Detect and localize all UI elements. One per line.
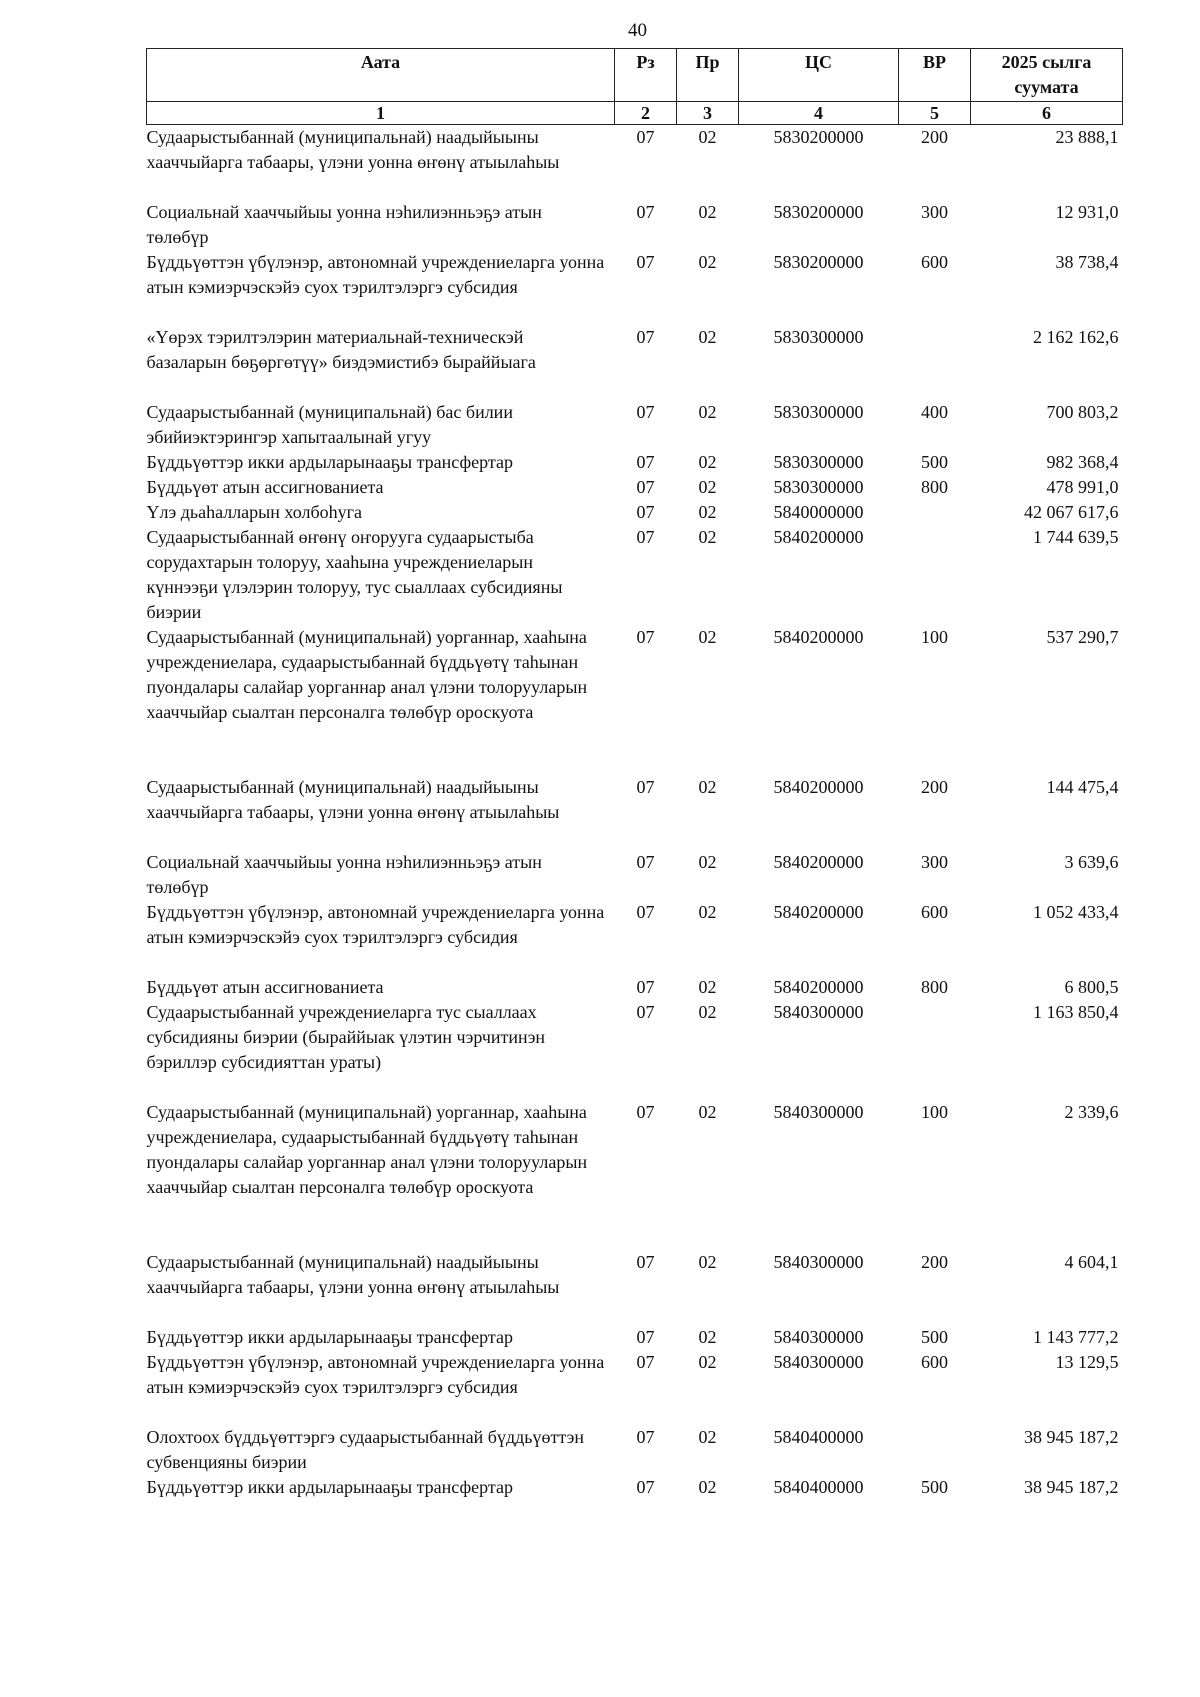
table-row: [147, 325, 1123, 400]
header-cs: ЦС: [739, 49, 899, 102]
table-row: [147, 125, 1123, 200]
row-rz: 07: [636, 776, 655, 797]
row-cs: 5840000000: [773, 501, 864, 522]
row-pr: 02: [698, 851, 717, 872]
header-row: [147, 49, 1123, 102]
table-row: [147, 525, 1123, 625]
row-rz: 07: [636, 401, 655, 422]
row-pr: 02: [698, 201, 717, 222]
row-amount: 3 639,6: [1064, 851, 1119, 872]
row-pr: 02: [698, 326, 717, 347]
row-pr: 02: [698, 1426, 717, 1447]
table-row: [147, 400, 1123, 450]
row-cs: 5840300000: [773, 1251, 864, 1272]
row-pr: 02: [698, 626, 717, 647]
budget-table: [146, 48, 1123, 1500]
table-row: [147, 1250, 1123, 1325]
column-number: 5: [899, 102, 971, 125]
row-pr: 02: [698, 251, 717, 272]
row-rz: 07: [636, 626, 655, 647]
table-row: [147, 1100, 1123, 1250]
table-row: [147, 850, 1123, 900]
row-vr: 600: [921, 901, 948, 922]
row-vr: 300: [921, 851, 948, 872]
row-amount: 2 162 162,6: [1033, 326, 1119, 347]
row-rz: 07: [636, 251, 655, 272]
row-name: Социальнай хааччыйыы уонна нэһилиэнньэҕэ атын төлөбүр: [146, 851, 542, 897]
row-name: Үлэ дьаһалларын холбоһуга: [146, 501, 362, 522]
row-vr: 600: [921, 1351, 948, 1372]
row-name: Бүддьүөттэн үбүлэнэр, автономнай учреждениеларга уонна атын кэмиэрчэскэйэ суох тэрилтэлэргэ субсидия: [146, 1351, 605, 1397]
row-cs: 5830300000: [773, 476, 864, 497]
row-pr: 02: [698, 1351, 717, 1372]
row-cs: 5840400000: [773, 1426, 864, 1447]
header-name: Аата: [147, 49, 615, 102]
row-rz: 07: [636, 1326, 655, 1347]
row-vr: 100: [921, 626, 948, 647]
row-rz: 07: [636, 1351, 655, 1372]
row-rz: 07: [636, 451, 655, 472]
table-row: [147, 1325, 1123, 1350]
column-number: 4: [739, 102, 899, 125]
row-rz: 07: [636, 1476, 655, 1497]
row-amount: 537 290,7: [1046, 626, 1119, 647]
row-name: Судаарыстыбаннай өҥөнү оҥорууга судаарыстыба сорудахтарын толоруу, хааһына учреждениеларын күннээҕи үлэлэрин толоруу, тус сыаллаах субсидияны биэрии: [146, 526, 563, 622]
row-vr: 500: [921, 1326, 948, 1347]
row-vr: 200: [921, 1251, 948, 1272]
header-rz: Рз: [615, 49, 677, 102]
row-name: Бүддьүөттэр икки ардыларынааҕы трансфертар: [146, 451, 513, 472]
row-name: Судаарыстыбаннай (муниципальнай) наадыйыыны хааччыйарга табаары, үлэни уонна өҥөнү атыылаһыы: [146, 776, 560, 822]
row-pr: 02: [698, 1101, 717, 1122]
row-cs: 5840200000: [773, 626, 864, 647]
row-rz: 07: [636, 201, 655, 222]
row-amount: 2 339,6: [1064, 1101, 1119, 1122]
row-vr: 300: [921, 201, 948, 222]
row-cs: 5830200000: [773, 251, 864, 272]
header-pr: Пр: [677, 49, 739, 102]
row-vr: 200: [921, 127, 948, 147]
row-name: Бүддьүөт атын ассигнованиета: [146, 976, 384, 997]
row-rz: 07: [636, 1251, 655, 1272]
row-vr: [899, 325, 971, 400]
row-vr: [899, 500, 971, 525]
row-rz: 07: [636, 476, 655, 497]
row-amount: 38 945 187,2: [1024, 1426, 1119, 1447]
row-rz: 07: [636, 526, 655, 547]
column-number: 6: [971, 102, 1123, 125]
row-vr: 200: [921, 776, 948, 797]
row-pr: 02: [698, 776, 717, 797]
table-row: [147, 450, 1123, 475]
table-row: [147, 1350, 1123, 1425]
row-rz: 07: [636, 501, 655, 522]
row-rz: 07: [636, 901, 655, 922]
row-cs: 5840400000: [773, 1476, 864, 1497]
row-pr: 02: [698, 1476, 717, 1497]
table-row: [147, 1425, 1123, 1475]
row-vr: 600: [921, 251, 948, 272]
row-amount: 42 067 617,6: [1024, 501, 1119, 522]
table-row: [147, 250, 1123, 325]
row-pr: 02: [698, 1326, 717, 1347]
table-row: [147, 200, 1123, 250]
row-cs: 5840200000: [773, 851, 864, 872]
row-name: Судаарыстыбаннай (муниципальнай) наадыйыыны хааччыйарга табаары, үлэни уонна өҥөнү атыылаһыы: [146, 1251, 560, 1297]
table-row: [147, 475, 1123, 500]
column-number: 3: [677, 102, 739, 125]
row-vr: [899, 1425, 971, 1475]
row-name: Бүддьүөттэн үбүлэнэр, автономнай учреждениеларга уонна атын кэмиэрчэскэйэ суох тэрилтэлэргэ субсидия: [146, 251, 605, 297]
row-pr: 02: [698, 526, 717, 547]
row-pr: 02: [698, 1001, 717, 1022]
row-rz: 07: [636, 1001, 655, 1022]
row-vr: 500: [921, 1476, 948, 1497]
row-vr: 800: [921, 476, 948, 497]
row-vr: 500: [921, 451, 948, 472]
row-cs: 5840200000: [773, 976, 864, 997]
row-cs: 5830300000: [773, 326, 864, 347]
row-cs: 5830300000: [773, 401, 864, 422]
row-name: Бүддьүөттэн үбүлэнэр, автономнай учреждениеларга уонна атын кэмиэрчэскэйэ суох тэрилтэлэргэ субсидия: [146, 901, 605, 947]
row-cs: 5840200000: [773, 776, 864, 797]
row-amount: 38 945 187,2: [1024, 1476, 1119, 1497]
row-name: Судаарыстыбаннай (муниципальнай) уорганнар, хааһына учреждениелара, судаарыстыбаннай бүддьүөтү таһынан пуондалары салайар уорганнар анал үлэни толорууларын хааччыйар сыалтан персоналга төлөбүр ороскуота: [146, 1101, 588, 1197]
row-cs: 5840300000: [773, 1001, 864, 1022]
row-name: «Үөрэх тэрилтэлэрин материальнай-техническэй базаларын бөҕөргөтүү» биэдэмистибэ быраййыага: [146, 326, 536, 372]
row-cs: 5840300000: [773, 1326, 864, 1347]
row-name: Бүддьүөт атын ассигнованиета: [146, 476, 384, 497]
table-row: [147, 975, 1123, 1000]
row-vr: 800: [921, 976, 948, 997]
row-amount: 23 888,1: [1055, 127, 1119, 147]
row-name: Судаарыстыбаннай учреждениеларга тус сыаллаах субсидияны биэрии (быраййыак үлэтин чэрчитинэн бэриллэр субсидияттан ураты): [146, 1001, 546, 1072]
row-amount: 144 475,4: [1046, 776, 1119, 797]
page-number: 40: [628, 20, 647, 41]
row-amount: 982 368,4: [1046, 451, 1119, 472]
row-amount: 12 931,0: [1055, 201, 1119, 222]
row-vr: [899, 525, 971, 625]
row-pr: 02: [698, 1251, 717, 1272]
row-rz: 07: [636, 976, 655, 997]
table-row: [147, 1475, 1123, 1500]
row-amount: 13 129,5: [1055, 1351, 1119, 1372]
table-row: [147, 1000, 1123, 1100]
row-vr: 100: [921, 1101, 948, 1122]
row-pr: 02: [698, 976, 717, 997]
row-name: Бүддьүөттэр икки ардыларынааҕы трансфертар: [146, 1476, 513, 1497]
row-amount: 1 744 639,5: [1033, 526, 1119, 547]
row-amount: 700 803,2: [1046, 401, 1119, 422]
row-cs: 5830200000: [773, 127, 864, 147]
header-vr: ВР: [899, 49, 971, 102]
row-cs: 5830300000: [773, 451, 864, 472]
row-vr: [899, 1000, 971, 1100]
row-name: Социальнай хааччыйыы уонна нэһилиэнньэҕэ атын төлөбүр: [146, 201, 542, 247]
row-cs: 5840200000: [773, 526, 864, 547]
table-row: [147, 900, 1123, 975]
row-amount: 4 604,1: [1064, 1251, 1119, 1272]
column-number: 1: [147, 102, 615, 125]
row-pr: 02: [698, 901, 717, 922]
row-rz: 07: [636, 127, 655, 147]
row-rz: 07: [636, 1101, 655, 1122]
row-amount: 1 163 850,4: [1033, 1001, 1119, 1022]
column-number-row: [147, 102, 1123, 125]
row-cs: 5840300000: [773, 1351, 864, 1372]
row-cs: 5830200000: [773, 201, 864, 222]
row-name: Бүддьүөттэр икки ардыларынааҕы трансфертар: [146, 1326, 513, 1347]
table-row: [147, 625, 1123, 775]
row-rz: 07: [636, 326, 655, 347]
row-amount: 6 800,5: [1064, 976, 1119, 997]
table-body: [147, 125, 1123, 1500]
row-pr: 02: [698, 476, 717, 497]
row-name: Олохтоох бүддьүөттэргэ судаарыстыбаннай бүддьүөттэн субвенцияны биэрии: [146, 1426, 585, 1472]
table-row: [147, 775, 1123, 850]
row-pr: 02: [698, 127, 717, 147]
header-amount: 2025 сылга суумата: [971, 49, 1123, 102]
row-rz: 07: [636, 1426, 655, 1447]
row-cs: 5840300000: [773, 1101, 864, 1122]
row-pr: 02: [698, 401, 717, 422]
row-amount: 1 052 433,4: [1033, 901, 1119, 922]
table-row: [147, 500, 1123, 525]
column-number: 2: [615, 102, 677, 125]
row-rz: 07: [636, 851, 655, 872]
row-name: Судаарыстыбаннай (муниципальнай) уорганнар, хааһына учреждениелара, судаарыстыбаннай бүддьүөтү таһынан пуондалары салайар уорганнар анал үлэни толорууларын хааччыйар сыалтан персоналга төлөбүр ороскуота: [146, 626, 588, 722]
row-name: Судаарыстыбаннай (муниципальнай) бас билии эбийиэктэрингэр хапытаалынай угуу: [146, 401, 513, 447]
row-amount: 1 143 777,2: [1033, 1326, 1119, 1347]
row-pr: 02: [698, 451, 717, 472]
row-name: Судаарыстыбаннай (муниципальнай) наадыйыыны хааччыйарга табаары, үлэни уонна өҥөнү атыылаһыы: [146, 127, 560, 172]
row-amount: 38 738,4: [1055, 251, 1119, 272]
row-pr: 02: [698, 501, 717, 522]
row-amount: 478 991,0: [1046, 476, 1119, 497]
row-cs: 5840200000: [773, 901, 864, 922]
row-vr: 400: [921, 401, 948, 422]
